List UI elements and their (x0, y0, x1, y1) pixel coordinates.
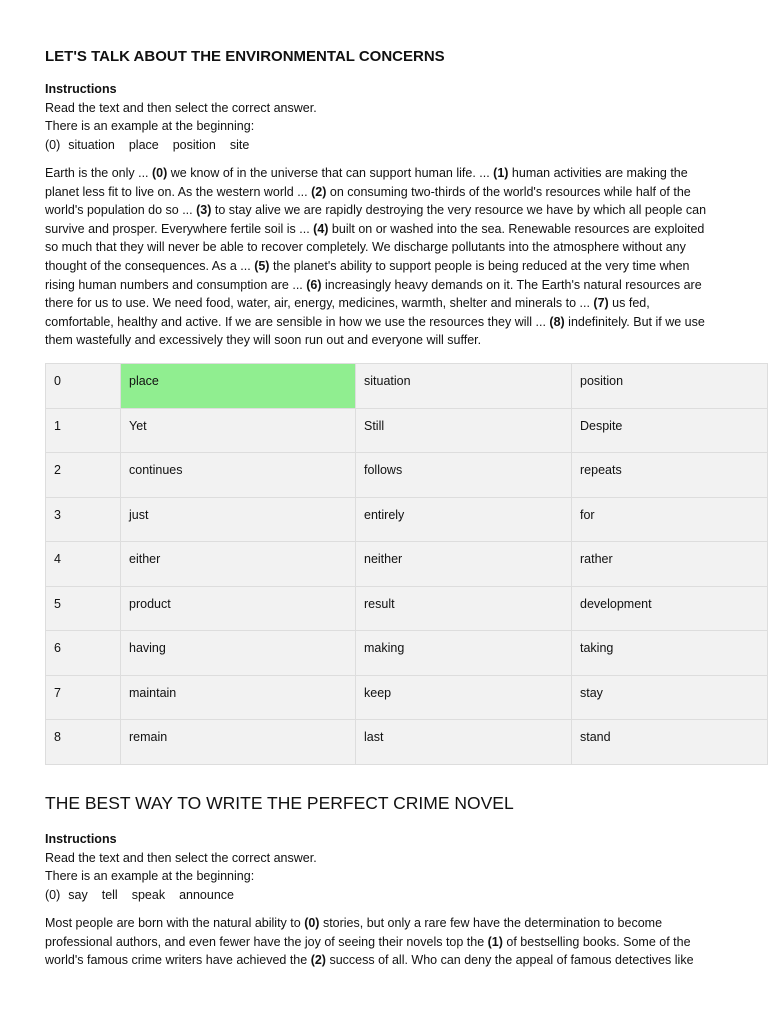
question-number: 8 (46, 720, 121, 765)
section1-passage (45, 164, 735, 350)
passage-text: success of all. Who can deny the appeal of famous detectives like (325, 953, 694, 968)
answer-option[interactable]: maintain (121, 675, 356, 720)
gap-number: (6) (306, 277, 322, 292)
answer-option[interactable]: Still (356, 408, 572, 453)
table-row (46, 675, 768, 720)
passage-text: the planet's ability to support people is being reduced at the very time when (269, 258, 690, 273)
passage-text: Earth is the only ... (45, 166, 152, 180)
section1-title: LET'S TALK ABOUT THE ENVIRONMENTAL CONCERNS (45, 48, 445, 65)
answer-option[interactable]: continues (121, 453, 356, 498)
passage-text: comfortable, healthy and active. If we are sensible in how we use the resources they will ... (45, 314, 550, 329)
passage-text: survive and prosper. Everywhere fertile soil is ... (45, 221, 314, 236)
answer-option[interactable]: position (572, 364, 768, 409)
answer-option[interactable]: follows (356, 453, 572, 498)
passage-text: increasingly heavy demands on it. The Earth's natural resources are (321, 277, 702, 292)
table-row (46, 408, 768, 453)
table-row (46, 586, 768, 631)
example-option: say (68, 887, 88, 902)
passage-line (45, 257, 735, 276)
passage-text: built on or washed into the sea. Renewable resources are exploited (328, 221, 705, 236)
answer-option[interactable]: having (121, 631, 356, 676)
table-row (46, 453, 768, 498)
instruction-line: Read the text and then select the correct answer. (45, 850, 317, 865)
example-option: tell (101, 887, 118, 902)
instruction-line: There is an example at the beginning: (45, 869, 255, 884)
answer-option[interactable]: repeats (572, 453, 768, 498)
passage-text: professional authors, and even fewer have the joy of seeing their novels top the (45, 934, 488, 949)
instruction-line: Read the text and then select the correct answer. (45, 100, 317, 115)
answer-option[interactable]: stand (572, 720, 768, 765)
gap-number: (2) (311, 184, 327, 199)
answer-option[interactable]: either (121, 542, 356, 587)
passage-text: Most people are born with the natural ability to (45, 916, 305, 930)
passage-text: of bestselling books. Some of the (502, 934, 691, 949)
gap-number: (1) (493, 166, 509, 180)
answer-option[interactable]: Despite (572, 408, 768, 453)
passage-line (45, 933, 735, 952)
answer-option[interactable]: taking (572, 631, 768, 676)
passage-text: them wastefully and excessively they will soon run out and everyone will suffer. (45, 333, 482, 348)
answer-option[interactable]: entirely (356, 497, 572, 542)
example-option: site (229, 137, 250, 152)
example-number: (0) (45, 137, 61, 152)
gap-number: (4) (313, 221, 329, 236)
passage-line (45, 313, 735, 332)
table-row (46, 720, 768, 765)
example-option: announce (179, 887, 234, 902)
passage-line (45, 220, 735, 239)
passage-text: world's famous crime writers have achieved the (45, 953, 311, 968)
gap-number: (1) (487, 934, 503, 949)
answer-option[interactable]: keep (356, 675, 572, 720)
passage-line (45, 294, 735, 313)
question-number: 2 (46, 453, 121, 498)
example-option: position (172, 137, 216, 152)
table-row (46, 364, 768, 409)
passage-text: thought of the consequences. As a ... (45, 258, 255, 273)
selected-answer-option[interactable]: place (121, 364, 356, 409)
question-number: 7 (46, 675, 121, 720)
gap-number: (7) (593, 296, 609, 311)
question-number: 4 (46, 542, 121, 587)
passage-line (45, 914, 735, 933)
answer-option[interactable]: neither (356, 542, 572, 587)
table-row (46, 497, 768, 542)
answer-options-table (45, 363, 768, 765)
example-line (45, 886, 317, 905)
passage-line (45, 238, 735, 257)
example-number: (0) (45, 887, 61, 902)
section2-passage (45, 914, 735, 970)
passage-text: we know of in the universe that can support human life. ... (167, 166, 494, 180)
gap-number: (3) (196, 203, 212, 218)
answer-option[interactable]: product (121, 586, 356, 631)
passage-line (45, 183, 735, 202)
gap-number: (8) (549, 314, 565, 329)
passage-line (45, 276, 735, 295)
section1-instructions (45, 80, 317, 154)
section2-instructions (45, 830, 317, 904)
passage-line (45, 164, 735, 183)
example-option: speak (131, 887, 166, 902)
passage-text: on consuming two-thirds of the world's resources while half of the (326, 184, 691, 199)
instructions-label: Instructions (45, 832, 117, 846)
gap-number: (2) (310, 953, 326, 968)
passage-text: rising human numbers and consumption are ... (45, 277, 307, 292)
instructions-label: Instructions (45, 82, 117, 96)
answer-option[interactable]: result (356, 586, 572, 631)
example-option: place (128, 137, 159, 152)
passage-text: indefinitely. But if we use (564, 314, 705, 329)
answer-option[interactable]: rather (572, 542, 768, 587)
passage-text: stories, but only a rare few have the determination to become (319, 916, 663, 930)
answer-option[interactable]: situation (356, 364, 572, 409)
question-number: 5 (46, 586, 121, 631)
answer-option[interactable]: remain (121, 720, 356, 765)
table-row (46, 631, 768, 676)
passage-line (45, 331, 735, 350)
passage-text: to stay alive we are rapidly destroying the very resource we have by which all people can (211, 203, 707, 218)
gap-number: (0) (152, 166, 168, 180)
section2-title: THE BEST WAY TO WRITE THE PERFECT CRIME NOVEL (45, 793, 514, 813)
gap-number: (5) (254, 258, 270, 273)
answer-option[interactable]: Yet (121, 408, 356, 453)
passage-text: world's population do so ... (45, 203, 197, 218)
gap-number: (0) (304, 916, 320, 930)
question-number: 3 (46, 497, 121, 542)
passage-line (45, 951, 735, 970)
table-row (46, 542, 768, 587)
instruction-line: There is an example at the beginning: (45, 119, 255, 134)
answer-option[interactable]: making (356, 631, 572, 676)
question-number: 1 (46, 408, 121, 453)
answer-option[interactable]: just (121, 497, 356, 542)
passage-text: so much that they will never be able to recover completely. We discharge pollutants into the atmosphere without any (45, 240, 686, 255)
passage-text: planet less fit to live on. As the western world ... (45, 184, 312, 199)
example-option: situation (68, 137, 115, 152)
passage-text: there for us to use. We need food, water, air, energy, medicines, warmth, shelter and minerals to ... (45, 296, 594, 311)
answer-option[interactable]: for (572, 497, 768, 542)
question-number: 6 (46, 631, 121, 676)
passage-text: human activities are making the (508, 166, 688, 180)
example-line (45, 136, 317, 155)
answer-option[interactable]: development (572, 586, 768, 631)
answer-option[interactable]: last (356, 720, 572, 765)
passage-line (45, 201, 735, 220)
answer-option[interactable]: stay (572, 675, 768, 720)
passage-text: us fed, (608, 296, 650, 311)
question-number: 0 (46, 364, 121, 409)
